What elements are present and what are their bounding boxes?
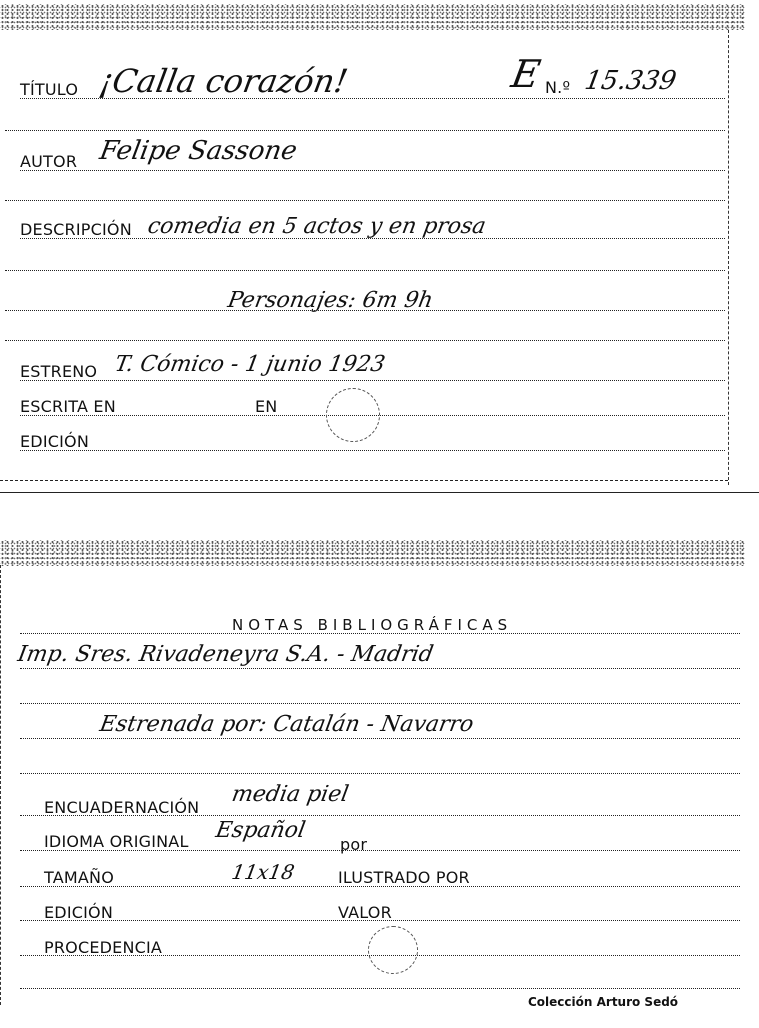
note-rule-2 (20, 703, 740, 704)
note-rule-3 (20, 738, 740, 739)
punch-hole-stamp-top (326, 388, 380, 442)
bottom-rule-top-card (0, 480, 728, 481)
escrita-en-label: ESCRITA EN (20, 397, 116, 416)
note-rule-1 (20, 668, 740, 669)
personajes-rule (5, 310, 725, 311)
idioma-label: IDIOMA ORIGINAL (44, 832, 189, 851)
bottom-card-edge-texture (0, 540, 745, 566)
blank-rule-3 (5, 270, 725, 271)
last-rule (20, 988, 740, 989)
descripcion-rule (20, 238, 725, 239)
encuadernacion-value: media piel (229, 782, 351, 807)
note-rule-4 (20, 773, 740, 774)
procedencia-label: PROCEDENCIA (44, 938, 163, 957)
titulo-value: ¡Calla corazón! (96, 62, 351, 100)
estreno-rule (20, 380, 725, 381)
tamano-value: 11x18 (229, 860, 297, 884)
estreno-value: T. Cómico - 1 junio 1923 (112, 352, 388, 377)
encuadernacion-label: ENCUADERNACIÓN (44, 798, 200, 817)
edicion-rule-top (20, 450, 725, 451)
numero-value: 15.339 (582, 66, 679, 96)
blank-rule-4 (5, 340, 725, 341)
blank-rule-1 (5, 130, 725, 131)
idioma-value: Español (213, 818, 308, 843)
punch-hole-stamp-bottom (368, 926, 418, 974)
descripcion-value: comedia en 5 actos y en prosa (145, 214, 488, 239)
personajes-value: Personajes: 6m 9h (225, 288, 435, 313)
top-card-edge-texture (0, 4, 745, 30)
autor-value: Felipe Sassone (97, 136, 300, 166)
note-line-1: Imp. Sres. Rivadeneyra S.A. - Madrid (15, 642, 436, 667)
numero-label: N.º (545, 78, 571, 97)
heading-rule (20, 633, 740, 634)
titulo-label: TÍTULO (20, 80, 79, 99)
notas-heading: NOTAS BIBLIOGRÁFICAS (232, 616, 513, 634)
por-label: por (340, 835, 368, 854)
autor-label: AUTOR (20, 152, 78, 171)
tamano-rule (20, 886, 740, 887)
card-divider (0, 492, 759, 493)
en-label: EN (255, 397, 278, 416)
edicion-label-bottom: EDICIÓN (44, 903, 114, 922)
tamano-label: TAMAÑO (44, 868, 114, 887)
titulo-rule (20, 98, 725, 99)
edicion-rule-bottom (20, 920, 740, 921)
descripcion-label: DESCRIPCIÓN (20, 220, 132, 239)
estreno-label: ESTRENO (20, 362, 98, 381)
numero-prefix: E (508, 52, 544, 96)
autor-rule (20, 170, 725, 171)
blank-rule-2 (5, 200, 725, 201)
note-line-2: Estrenada por: Catalán - Navarro (97, 712, 476, 737)
encuadernacion-rule (20, 815, 740, 816)
edicion-label-top: EDICIÓN (20, 432, 90, 451)
ilustrado-label: ILUSTRADO POR (338, 868, 470, 887)
valor-label: VALOR (338, 903, 392, 922)
idioma-rule (20, 850, 740, 851)
collection-credit: Colección Arturo Sedó (528, 995, 679, 1009)
